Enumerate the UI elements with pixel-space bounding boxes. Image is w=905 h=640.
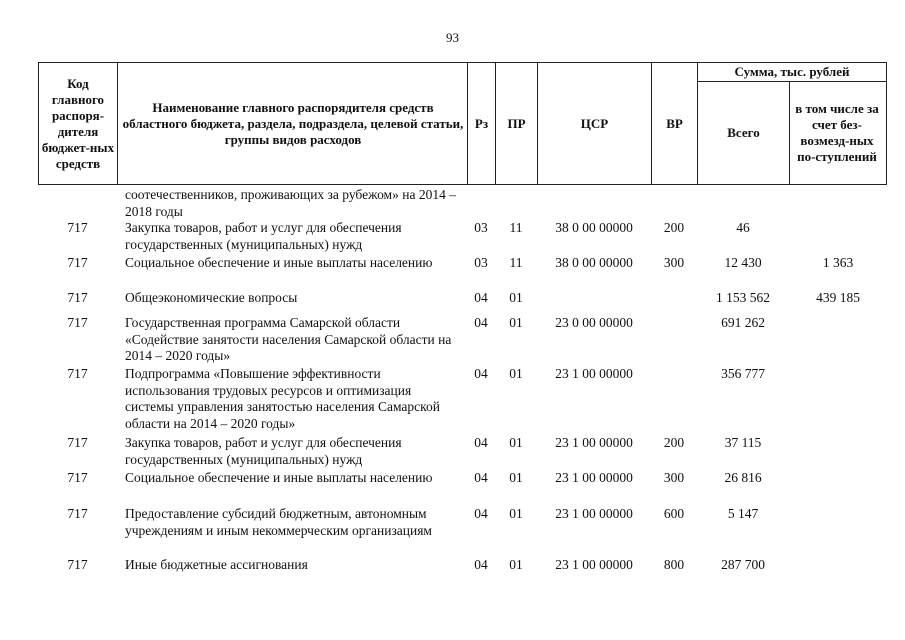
- continuation-name: соотечественников, проживающих за рубежом» на 2014 – 2018 годы: [125, 187, 456, 219]
- cell-csr: 23 1 00 00000: [555, 470, 633, 485]
- cell-vr: 200: [663, 435, 685, 450]
- cell-code: 717: [67, 435, 88, 450]
- cell-csr: 23 1 00 00000: [555, 366, 633, 381]
- cell-code: 717: [67, 290, 88, 305]
- cell-pr: 01: [509, 315, 523, 330]
- cell-rz: 04: [474, 315, 488, 330]
- cell-rz: 04: [474, 470, 488, 485]
- cell-pr: 01: [509, 435, 523, 450]
- cell-rz: 04: [474, 290, 488, 305]
- cell-total: 356 777: [721, 366, 765, 381]
- cell-code: 717: [67, 366, 88, 381]
- cell-csr: 23 0 00 00000: [555, 315, 633, 330]
- cell-csr: 23 1 00 00000: [555, 506, 633, 521]
- cell-vr: 300: [663, 255, 685, 270]
- cell-rz: 03: [474, 220, 488, 235]
- cell-csr: 38 0 00 00000: [555, 220, 633, 235]
- cell-name: Социальное обеспечение и иные выплаты населению: [125, 470, 433, 485]
- cell-csr: 23 1 00 00000: [555, 435, 633, 450]
- cell-code: 717: [67, 557, 88, 572]
- cell-vr: 200: [663, 220, 685, 235]
- cell-code: 717: [67, 220, 88, 235]
- header-pr: ПР: [507, 115, 526, 131]
- cell-rz: 04: [474, 557, 488, 572]
- cell-total: 5 147: [727, 506, 759, 521]
- header-name: Наименование главного распорядителя средств областного бюджета, раздела, подраздела, целевой статьи, группы видов расходов: [122, 99, 464, 147]
- cell-csr: 38 0 00 00000: [555, 255, 633, 270]
- cell-total: 37 115: [724, 435, 762, 450]
- cell-code: 717: [67, 315, 88, 330]
- cell-pr: 11: [509, 220, 523, 235]
- header-sum: Сумма, тыс. рублей: [734, 64, 850, 79]
- cell-name: Закупка товаров, работ и услуг для обеспечения государственных (муниципальных) нужд: [125, 435, 402, 467]
- cell-vr: 300: [663, 470, 685, 485]
- cell-name: Закупка товаров, работ и услуг для обеспечения государственных (муниципальных) нужд: [125, 220, 402, 252]
- cell-gratis: 1 363: [822, 255, 854, 270]
- cell-pr: 01: [509, 290, 523, 305]
- table-header: [38, 62, 887, 185]
- cell-name: Предоставление субсидий бюджетным, автономным учреждениям и иным некоммерческим организациям: [125, 506, 432, 538]
- cell-total: 12 430: [724, 255, 762, 270]
- cell-pr: 01: [509, 366, 523, 381]
- header-vr: ВР: [666, 115, 683, 131]
- cell-code: 717: [67, 470, 88, 485]
- cell-total: 26 816: [724, 470, 762, 485]
- cell-total: 287 700: [721, 557, 765, 572]
- cell-total: 1 153 562: [716, 290, 770, 305]
- header-csr: ЦСР: [580, 115, 609, 131]
- cell-pr: 01: [509, 506, 523, 521]
- cell-gratis: 439 185: [816, 290, 860, 305]
- header-rz: Рз: [474, 115, 489, 131]
- cell-name: Социальное обеспечение и иные выплаты населению: [125, 255, 433, 270]
- cell-name: Общеэкономические вопросы: [125, 290, 298, 305]
- cell-rz: 04: [474, 506, 488, 521]
- cell-total: 46: [736, 220, 750, 235]
- cell-name: Иные бюджетные ассигнования: [125, 557, 308, 572]
- cell-pr: 01: [509, 557, 523, 572]
- page-number: 93: [446, 30, 459, 45]
- cell-pr: 11: [509, 255, 523, 270]
- header-code: Код главного распоря-дителя бюджет-ных средств: [41, 75, 115, 171]
- header-gratis: в том числе за счет без-возмезд-ных по-ступлений: [795, 101, 879, 164]
- cell-csr: 23 1 00 00000: [555, 557, 633, 572]
- cell-name: Подпрограмма «Повышение эффективности использования трудовых ресурсов и оптимизация системы управления занятостью населения Самарской области на 2014 – 2020 годы»: [125, 366, 440, 431]
- header-total: Всего: [727, 125, 760, 140]
- cell-vr: 600: [663, 506, 685, 521]
- cell-pr: 01: [509, 470, 523, 485]
- cell-rz: 04: [474, 366, 488, 381]
- cell-vr: 800: [663, 557, 685, 572]
- cell-rz: 04: [474, 435, 488, 450]
- cell-code: 717: [67, 255, 88, 270]
- cell-total: 691 262: [721, 315, 765, 330]
- cell-rz: 03: [474, 255, 488, 270]
- cell-name: Государственная программа Самарской области «Содействие занятости населения Самарской области на 2014 – 2020 годы»: [125, 315, 452, 363]
- cell-code: 717: [67, 506, 88, 521]
